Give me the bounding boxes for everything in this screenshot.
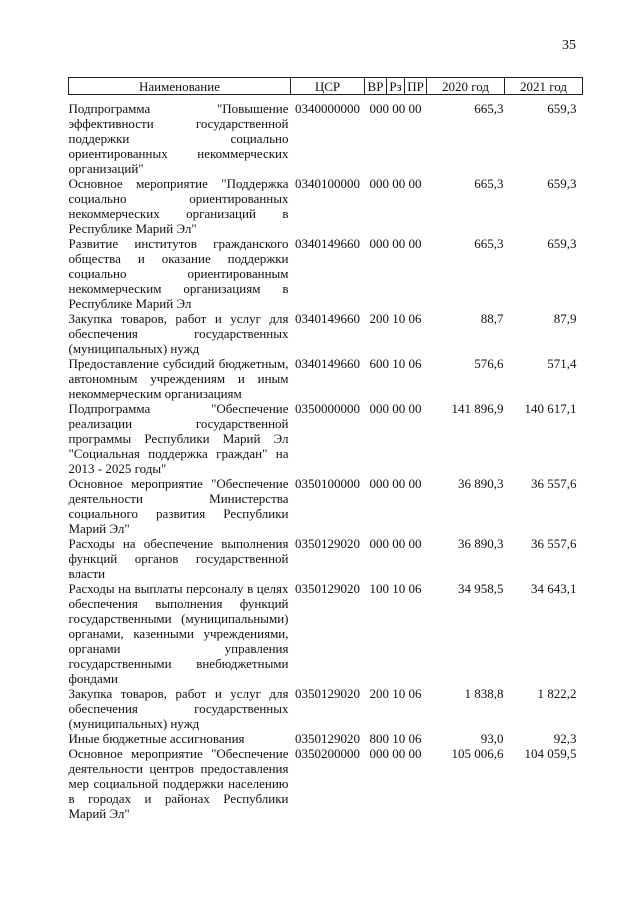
table-row <box>69 101 583 176</box>
row-csr: 0350129020 <box>295 686 360 701</box>
row-2020: 88,7 <box>480 311 504 326</box>
row-name: Расходы на выплаты персоналу в целях обеспечения выполнения функций государственными (муниципальными) органами, казенными учреждениями, органами управления государственными внебюджетными фондами <box>68 581 289 686</box>
row-csr: 0340149660 <box>295 356 360 371</box>
row-code: 200 10 06 <box>369 686 422 701</box>
row-csr: 0340149660 <box>295 311 360 326</box>
row-csr: 0350129020 <box>295 536 360 551</box>
row-2020: 141 896,9 <box>451 401 504 416</box>
row-2020: 665,3 <box>474 236 504 251</box>
row-name: Расходы на обеспечение выполнения функций органов государственной власти <box>68 536 289 581</box>
row-name: Закупка товаров, работ и услуг для обеспечения государственных (муниципальных) нужд <box>68 311 289 356</box>
row-name: Закупка товаров, работ и услуг для обеспечения государственных (муниципальных) нужд <box>68 686 289 731</box>
header-name: Наименование <box>69 78 291 95</box>
row-code: 200 10 06 <box>369 311 422 326</box>
row-2020: 36 890,3 <box>458 536 504 551</box>
row-code: 000 00 00 <box>369 101 422 116</box>
table-row <box>69 581 583 686</box>
row-2021: 659,3 <box>547 176 577 191</box>
row-2021: 36 557,6 <box>531 536 577 551</box>
table-row <box>69 686 583 731</box>
header-pr: ПР <box>405 78 427 95</box>
header-2021: 2021 год <box>505 78 583 95</box>
row-2021: 1 822,2 <box>537 686 577 701</box>
table-row <box>69 536 583 581</box>
row-csr: 0350000000 <box>295 401 360 416</box>
row-code: 000 00 00 <box>369 536 422 551</box>
row-csr: 0340149660 <box>295 236 360 251</box>
table-row <box>69 356 583 401</box>
table-row <box>69 176 583 236</box>
row-csr: 0350100000 <box>295 476 360 491</box>
row-2020: 36 890,3 <box>458 476 504 491</box>
row-2020: 34 958,5 <box>458 581 504 596</box>
row-csr: 0350129020 <box>295 581 360 596</box>
row-2021: 104 059,5 <box>524 746 577 761</box>
page-number: 35 <box>562 38 576 53</box>
row-name: Основное мероприятие "Обеспечение деятельности Министерства социального развития Республики Марий Эл" <box>68 476 289 536</box>
row-2020: 105 006,6 <box>451 746 504 761</box>
header-vr: ВР <box>365 78 387 95</box>
row-name: Основное мероприятие "Обеспечение деятельности центров предоставления мер социальной поддержки населению в городах и районах Республики Марий Эл" <box>68 746 289 821</box>
row-2021: 34 643,1 <box>531 581 577 596</box>
row-2020: 93,0 <box>480 731 504 746</box>
row-csr: 0340100000 <box>295 176 360 191</box>
row-2021: 571,4 <box>547 356 577 371</box>
row-2021: 87,9 <box>553 311 577 326</box>
row-csr: 0350200000 <box>295 746 360 761</box>
table-row <box>69 746 583 821</box>
row-2021: 92,3 <box>553 731 577 746</box>
row-csr: 0340000000 <box>295 101 360 116</box>
row-2021: 140 617,1 <box>524 401 577 416</box>
row-csr: 0350129020 <box>295 731 360 746</box>
row-code: 800 10 06 <box>369 731 422 746</box>
row-2021: 659,3 <box>547 236 577 251</box>
row-2020: 576,6 <box>474 356 504 371</box>
table-row <box>69 236 583 311</box>
row-2021: 36 557,6 <box>531 476 577 491</box>
row-code: 000 00 00 <box>369 476 422 491</box>
row-code: 000 00 00 <box>369 401 422 416</box>
row-2020: 665,3 <box>474 101 504 116</box>
row-name: Подпрограмма "Обеспечение реализации государственной программы Республики Марий Эл "Социальная поддержка граждан" на 2013 - 2025 годы" <box>68 401 289 476</box>
row-code: 600 10 06 <box>369 356 422 371</box>
row-name: Предоставление субсидий бюджетным, автономным учреждениям и иным некоммерческим организациям <box>68 356 289 401</box>
row-code: 000 00 00 <box>369 746 422 761</box>
row-2021: 659,3 <box>547 101 577 116</box>
row-code: 000 00 00 <box>369 236 422 251</box>
budget-table <box>68 77 583 821</box>
row-name: Подпрограмма "Повышение эффективности государственной поддержки социально ориентированных некоммерческих организаций" <box>68 101 289 176</box>
table-row <box>69 476 583 536</box>
row-2020: 665,3 <box>474 176 504 191</box>
header-csr: ЦСР <box>291 78 365 95</box>
row-name: Основное мероприятие "Поддержка социально ориентированных некоммерческих организаций в Республике Марий Эл" <box>68 176 289 236</box>
table-row <box>69 731 583 746</box>
row-2020: 1 838,8 <box>464 686 504 701</box>
table-row <box>69 401 583 476</box>
header-rz: Рз <box>387 78 405 95</box>
row-name: Развитие институтов гражданского общества и оказание поддержки социально ориентированным некоммерческим организациям в Республике Марий Эл <box>68 236 289 311</box>
row-name: Иные бюджетные ассигнования <box>68 731 245 746</box>
header-2020: 2020 год <box>427 78 505 95</box>
row-code: 100 10 06 <box>369 581 422 596</box>
table-row <box>69 311 583 356</box>
row-code: 000 00 00 <box>369 176 422 191</box>
table-header-row <box>69 78 583 95</box>
